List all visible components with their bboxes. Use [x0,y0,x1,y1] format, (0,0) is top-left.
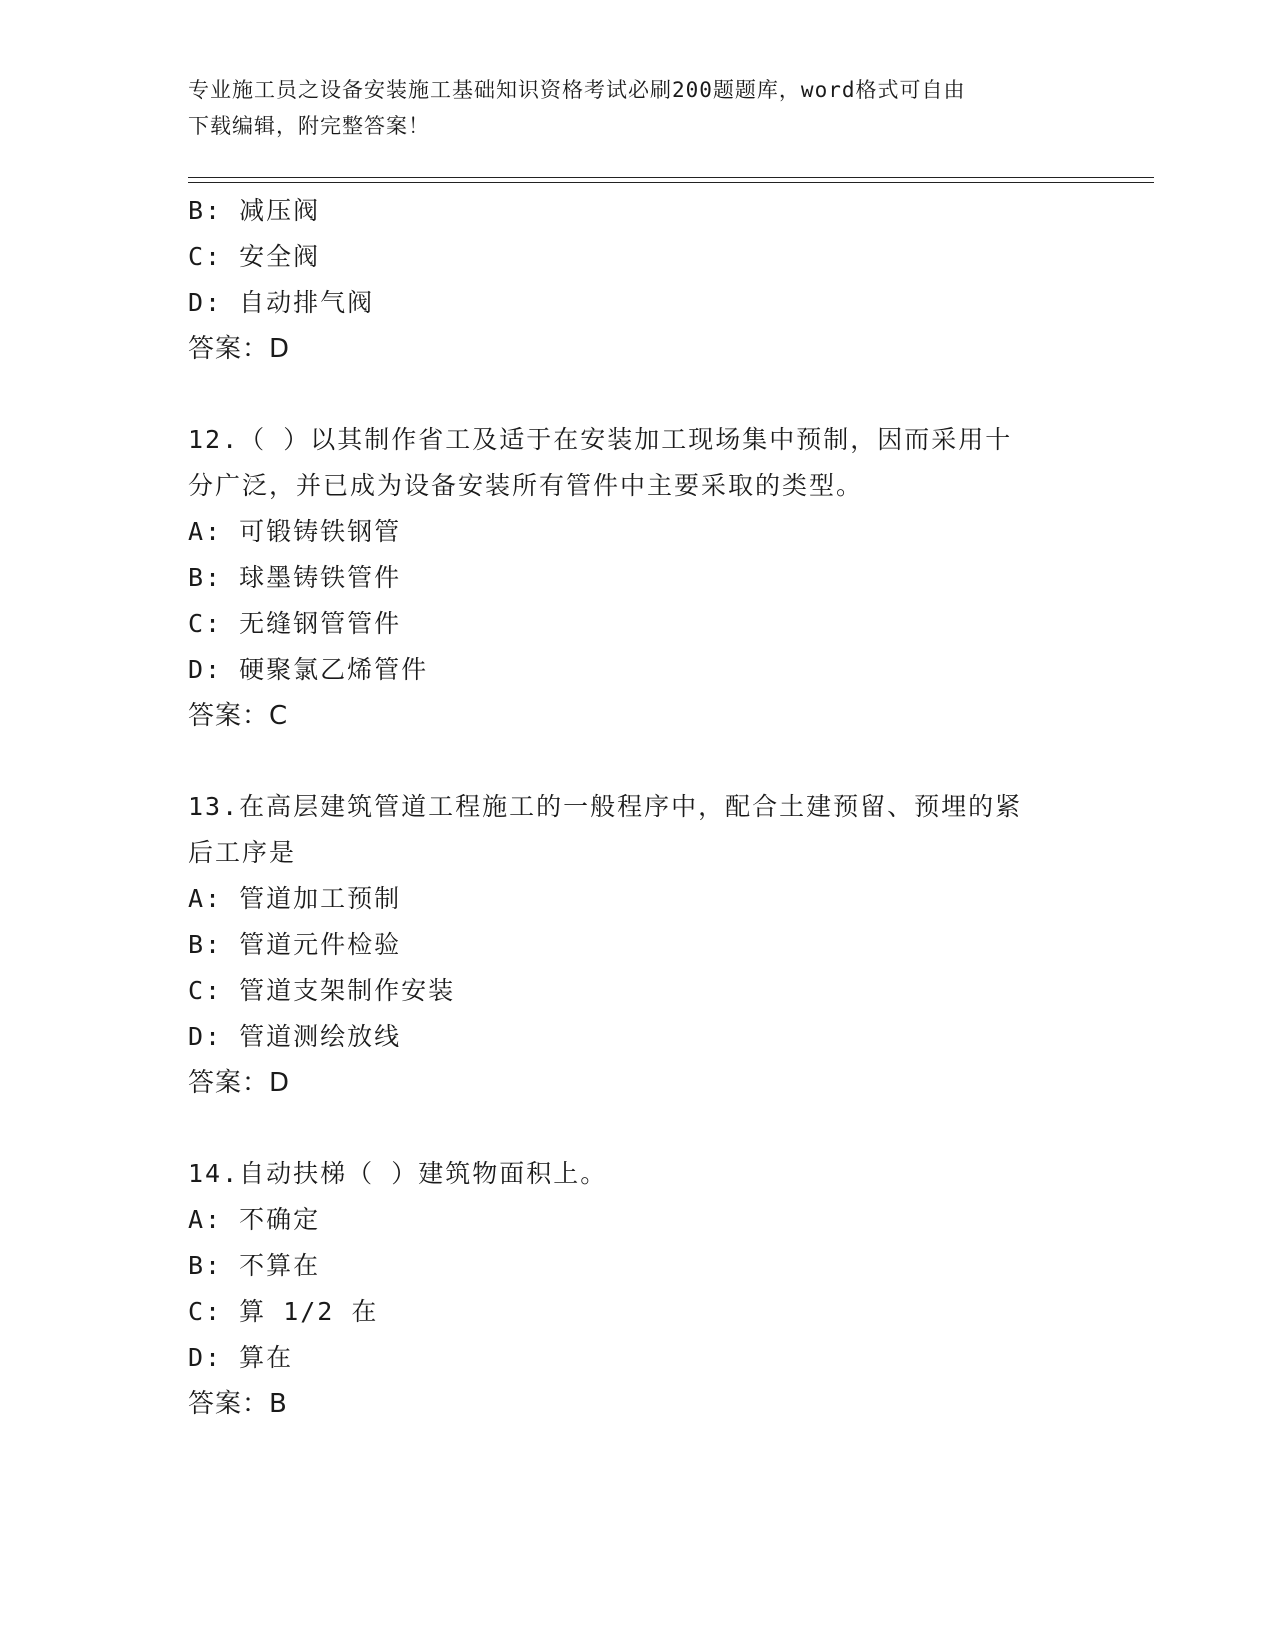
header-line-1: 专业施工员之设备安装施工基础知识资格考试必刷200题题库，word格式可自由 [188,78,966,102]
option-b: B: 不算在 [188,1251,321,1280]
option-d: D: 算在 [188,1343,294,1372]
question-stem: 13.在高层建筑管道工程施工的一般程序中，配合土建预留、预埋的紧 [188,792,1023,821]
option-d: D: 硬聚氯乙烯管件 [188,655,429,684]
header-divider-bottom [188,182,1154,183]
question-14 [188,1151,1088,1427]
option-d: D: 自动排气阀 [188,288,375,317]
question-13 [188,784,1088,1106]
document-header [188,72,1088,144]
option-a: A: 可锻铸铁钢管 [188,517,402,546]
option-b: B: 管道元件检验 [188,930,402,959]
question-stem: 12.（ ）以其制作省工及适于在安装加工现场集中预制，因而采用十 [188,425,1013,454]
option-a: A: 管道加工预制 [188,884,402,913]
header-line-2: 下载编辑，附完整答案！ [188,114,430,138]
option-c: C: 管道支架制作安装 [188,976,456,1005]
option-c: C: 无缝钢管管件 [188,609,402,638]
answer: 答案：D [188,334,291,364]
question-11-options [188,188,1088,372]
question-stem-continued: 后工序是 [188,838,297,867]
option-d: D: 管道测绘放线 [188,1022,402,1051]
option-b: B: 球墨铸铁管件 [188,563,402,592]
option-a: A: 不确定 [188,1205,321,1234]
option-c: C: 安全阀 [188,242,321,271]
question-stem: 14.自动扶梯（ ）建筑物面积上。 [188,1159,608,1188]
question-stem-continued: 分广泛，并已成为设备安装所有管件中主要采取的类型。 [188,471,864,500]
header-divider-top [188,177,1154,178]
question-list [188,188,1088,1427]
question-12 [188,417,1088,739]
answer: 答案：D [188,1068,291,1098]
option-c: C: 算 1/2 在 [188,1297,379,1326]
answer: 答案：C [188,701,289,731]
answer: 答案：B [188,1389,288,1419]
option-b: B: 减压阀 [188,196,321,225]
